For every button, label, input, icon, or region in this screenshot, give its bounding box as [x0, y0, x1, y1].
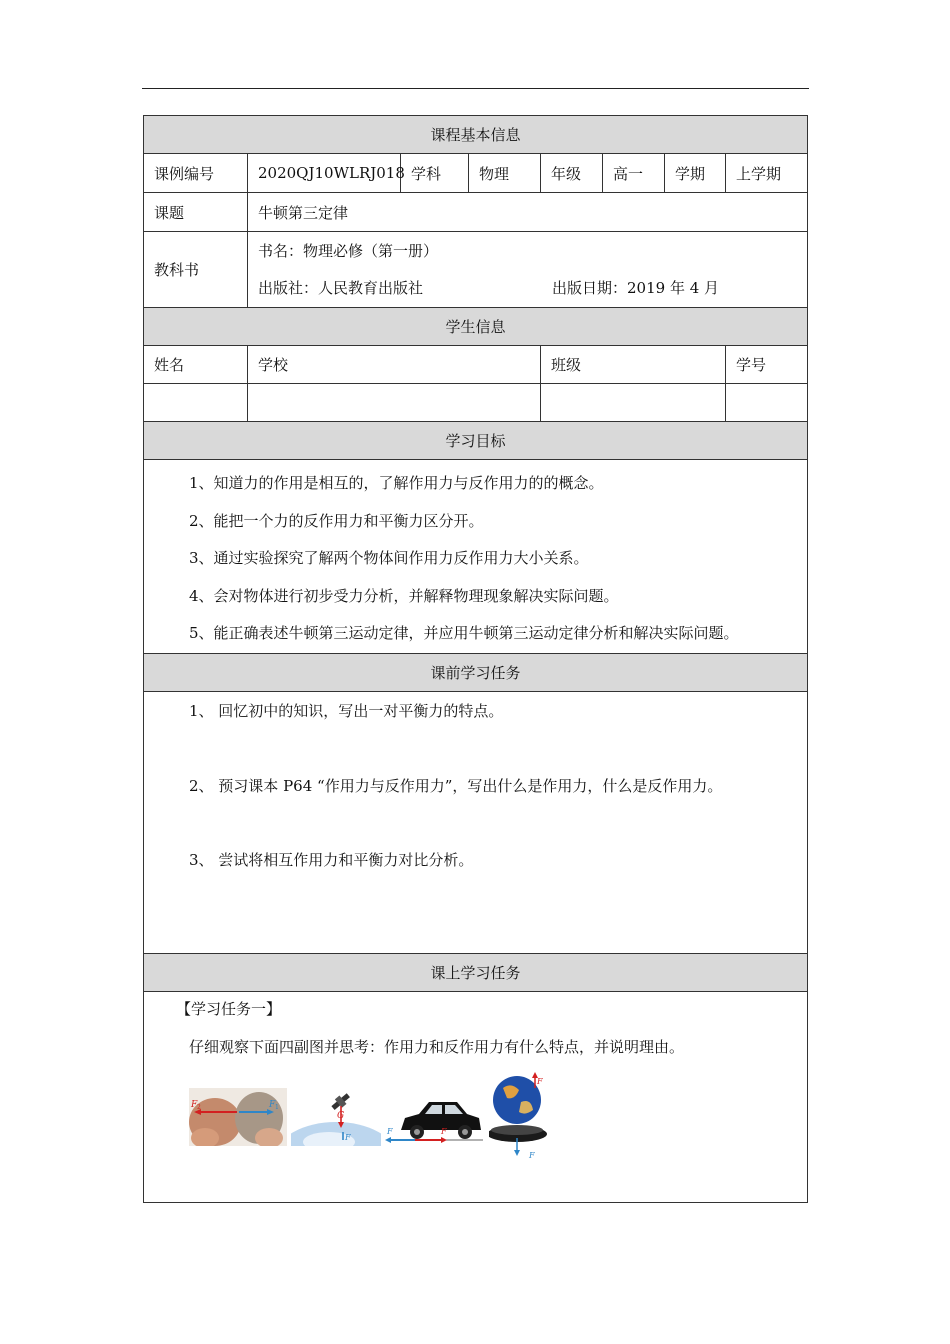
- top-rule: [142, 88, 809, 89]
- case-no-value: 2020QJ10WLRJ018: [248, 154, 401, 193]
- term-label: 学期: [665, 154, 726, 193]
- f1-label: F: [529, 1150, 535, 1160]
- pre-class-header-row: [144, 653, 808, 691]
- school-label: 学校: [248, 346, 541, 384]
- textbook-label: 教科书: [144, 232, 248, 308]
- publisher: 出版社：人民教育出版社: [258, 278, 424, 297]
- student-info-header: 学生信息: [144, 308, 808, 346]
- book-name: 书名：物理必修（第一册）: [258, 241, 439, 260]
- topic-row: [144, 193, 808, 232]
- school-field[interactable]: [248, 384, 541, 422]
- pre-class-item: 1、 回忆初中的知识，写出一对平衡力的特点。: [189, 701, 504, 720]
- textbook-cell: [248, 232, 808, 308]
- subject-label: 学科: [401, 154, 469, 193]
- student-info-header-row: [144, 308, 808, 346]
- in-class-content: [144, 992, 807, 1202]
- subject-value: 物理: [469, 154, 541, 193]
- student-label-row: [144, 346, 808, 384]
- g-label: G: [337, 1110, 345, 1121]
- course-info-header-row: [144, 116, 808, 154]
- class-label: 班级: [541, 346, 726, 384]
- in-class-row: [144, 991, 808, 1202]
- objectives-list: [144, 460, 807, 653]
- f1-label: F: [345, 1132, 351, 1142]
- pre-class-item: 3、 尝试将相互作用力和平衡力对比分析。: [189, 850, 474, 869]
- student-value-row: [144, 384, 808, 422]
- satellite-earth-figure: [291, 1088, 381, 1146]
- f1-label: F: [387, 1126, 393, 1136]
- name-field[interactable]: [144, 384, 248, 422]
- f1-label: F: [269, 1099, 276, 1110]
- task-title: 【学习任务一】: [176, 999, 282, 1018]
- pre-class-item: 2、 预习课本 P64 “作用力与反作用力”，写出什么是作用力，什么是反作用力。: [189, 776, 723, 795]
- in-class-header: 课上学习任务: [144, 953, 808, 991]
- pre-class-header: 课前学习任务: [144, 653, 808, 691]
- magnetic-globe-figure: [489, 1072, 553, 1162]
- objective-item: 4、会对物体进行初步受力分析，并解释物理现象解决实际问题。: [189, 586, 619, 605]
- course-meta-row: [144, 154, 808, 193]
- lesson-form-table: [143, 115, 808, 1203]
- student-id-field[interactable]: [726, 384, 808, 422]
- task-description: 仔细观察下面四副图并思考：作用力和反作用力有什么特点，并说明理由。: [189, 1037, 685, 1056]
- grade-label: 年级: [541, 154, 603, 193]
- course-info-header: 课程基本信息: [144, 116, 808, 154]
- name-label: 姓名: [144, 346, 248, 384]
- f2-label: F: [441, 1126, 447, 1136]
- objectives-row: [144, 460, 808, 654]
- pre-class-list: [144, 692, 807, 953]
- textbook-row: [144, 232, 808, 308]
- in-class-cell: [144, 991, 808, 1202]
- pre-class-cell: [144, 691, 808, 953]
- f2-label: F: [537, 1076, 543, 1086]
- objective-item: 2、能把一个力的反作用力和平衡力区分开。: [189, 511, 484, 530]
- objective-item: 3、通过实验探究了解两个物体间作用力反作用力大小关系。: [189, 549, 589, 567]
- car-road-figure: [385, 1088, 485, 1146]
- objective-item: 5、能正确表述牛顿第三运动定律，并应用牛顿第三运动定律分析和解决实际问题。: [189, 624, 739, 642]
- pre-class-row: [144, 691, 808, 953]
- objective-item: 1、知道力的作用是相互的，了解作用力与反作用力的的概念。: [189, 474, 604, 492]
- f2-label: F: [191, 1099, 198, 1110]
- hands-pushing-figure: [189, 1088, 287, 1146]
- f2-subscript: 2: [197, 1103, 201, 1111]
- objectives-header: 学习目标: [144, 422, 808, 460]
- student-id-label: 学号: [726, 346, 808, 384]
- case-no-label: 课例编号: [144, 154, 248, 193]
- in-class-header-row: [144, 953, 808, 991]
- objectives-cell: [144, 460, 808, 654]
- publisher-line: [258, 270, 797, 307]
- f1-subscript: 1: [275, 1103, 279, 1111]
- grade-value: 高一: [603, 154, 665, 193]
- class-field[interactable]: [541, 384, 726, 422]
- term-value: 上学期: [726, 154, 808, 193]
- topic-label: 课题: [144, 193, 248, 232]
- topic-value: 牛顿第三定律: [248, 193, 808, 232]
- objectives-header-row: [144, 422, 808, 460]
- pub-date: 出版日期：2019 年 4 月: [552, 278, 720, 297]
- lesson-sheet: [143, 115, 807, 1203]
